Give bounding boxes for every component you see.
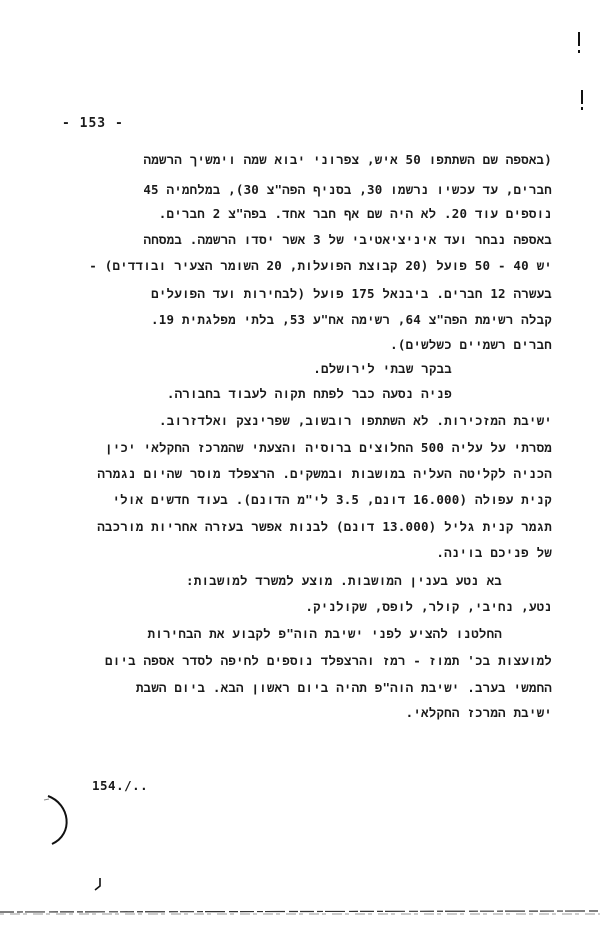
text-line-16: של פניכם בוינה.	[436, 545, 552, 560]
stray-mark	[92, 876, 106, 892]
text-line-22: ישיבת המרכז החקלאי.	[405, 705, 552, 720]
text-line-20: למועצות בכ' תמוז - רמז והרצפלד נוספים לחיפה לסדר אספה ביום	[105, 653, 552, 668]
text-line-17: בא נטע בענין המושבות. מוצע למשרד למושבות:	[186, 573, 502, 588]
text-line-3: נוספים עוד 20. לא היה שם אף חבר אחד. בפה"צ 2 חברים.	[158, 206, 552, 221]
text-line-21: החמשי בערב. ישיבת הוה"פ תהיה ביום ראשון הבא. ביום השבת	[135, 680, 552, 695]
text-line-5: יש 40 - 50 פועל (20 קבוצת הפועלות, 20 השומר הצעיר ובודדים) -	[89, 258, 552, 273]
text-line-7: קבלה רשימת הפה"צ 64, רשימה אח"ע 53, בלתי מפלגתית 19.	[151, 312, 552, 327]
punch-hole-mark	[40, 790, 80, 850]
text-line-10: פניה נסעה כבר לפתח תקוה לעבוד בחבורה.	[166, 386, 452, 401]
margin-mark	[581, 90, 583, 104]
page-number: - 153 -	[62, 116, 124, 131]
text-line-1: (באספה שם השתתפו 50 איש, צפרוני יבוא שמה וימשיך הרשמה	[143, 152, 552, 167]
text-line-9: בבקר שבתי לירושלם.	[313, 361, 452, 376]
text-line-15: תגמר קנית גליל (13.000 דונם) לבנות אפשר בעזרה אחריות מורכבה	[97, 519, 552, 534]
text-line-19: החלטנו להציע לפני ישיבת הוה"פ לקבוע את הבחירות	[147, 626, 502, 641]
text-line-8: חברים רשמיים כשלשים).	[390, 337, 552, 352]
text-line-12: מסרתי על עליה 500 החלוצים ברוסיה והצעתי שהמרכז החקלאי יכין	[105, 440, 552, 455]
text-line-13: הכניה לקליטה העליה במושבות ובמשקים. הרצפלד מוסר שהיום נגמרה	[97, 466, 552, 481]
text-line-4: באספה נבחר ועד איניציאטיבי של 3 אשר יסדו הרשמה. במסחה	[143, 232, 552, 247]
continuation-marker: 154./..	[92, 778, 149, 793]
margin-mark	[581, 107, 583, 110]
text-line-2: חברים, עד עכשיו נרשמו 30, בסניף הפה"צ 30), במלחמיה 45	[143, 182, 552, 197]
margin-mark	[578, 32, 580, 46]
text-line-6: בעשרה 12 חברים. ביבנאל 175 פועל (לבחירות ועד הפועלים	[151, 286, 552, 301]
text-line-18: נטע, נחיבי, קולר, לופס, שקולניק.	[305, 599, 552, 614]
margin-mark	[578, 50, 580, 53]
text-line-11: ישיבת המזכירות. לא השתתפו רובשוב, שפרינצק ואלדזרוב.	[159, 413, 552, 428]
text-line-14: קנית עפולה (16.000 דונם, 3.5 לי"מ הדונם). בעוד חדשים אולי	[112, 492, 552, 507]
page-bottom-edge	[0, 908, 600, 916]
